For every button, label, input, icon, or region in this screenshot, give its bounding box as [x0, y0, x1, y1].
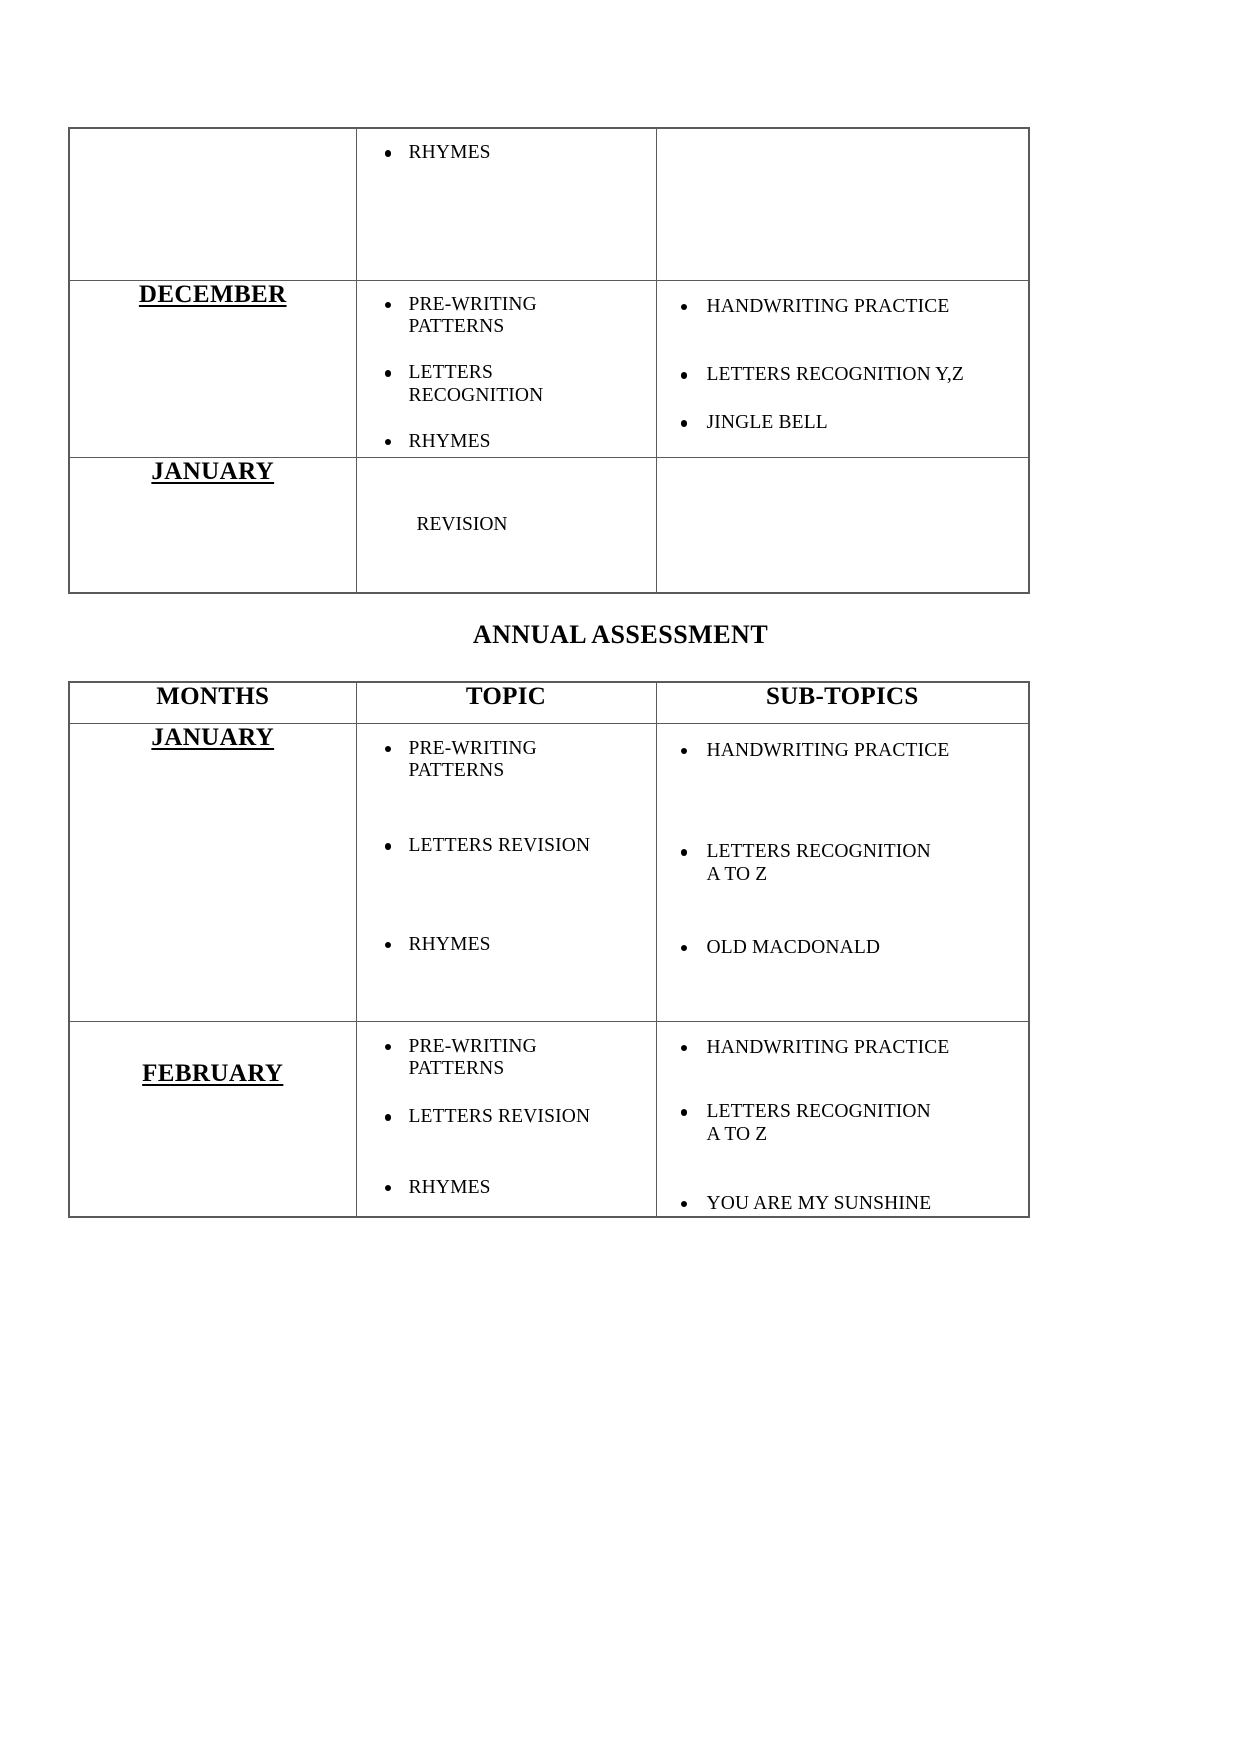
list-item-line: PRE-WRITING [408, 1035, 537, 1057]
list-item-line: LETTERS [408, 362, 493, 384]
month-label: JANUARY [151, 723, 275, 751]
table-row [69, 457, 1029, 593]
month-cell-december [69, 280, 356, 457]
list-item: LETTERS RECOGNITION Y,Z [657, 364, 1029, 387]
list-item: RHYMES [357, 1177, 656, 1200]
subtopic-cell [656, 457, 1029, 593]
list-item-line: LETTERS RECOGNITION [706, 1101, 931, 1123]
annual-assessment-table [68, 681, 1030, 1218]
month-cell [69, 128, 356, 280]
month-cell-february [69, 1021, 356, 1217]
annual-assessment-heading: ANNUAL ASSESSMENT [472, 620, 769, 649]
table-header-row [69, 682, 1029, 723]
column-header-topic: TOPIC [356, 682, 656, 723]
subtopic-list [657, 296, 1029, 435]
month-cell-january [69, 457, 356, 593]
topic-list [357, 1036, 656, 1200]
subtopic-cell [656, 128, 1029, 280]
month-label: DECEMBER [138, 280, 287, 308]
list-item-line: PRE-WRITING [408, 293, 537, 315]
list-item: HANDWRITING PRACTICE [657, 296, 1029, 319]
list-item: HANDWRITING PRACTICE [657, 740, 1029, 763]
list-item [657, 841, 1029, 887]
table-row [69, 723, 1029, 1021]
list-item: LETTERS REVISION [357, 835, 656, 858]
list-item-line: A TO Z [706, 1124, 768, 1146]
list-item [357, 1036, 656, 1082]
subtopic-cell [656, 723, 1029, 1021]
list-item: RHYMES [357, 142, 656, 165]
subtopic-cell [656, 1021, 1029, 1217]
list-item: OLD MACDONALD [657, 937, 1029, 960]
topic-list [357, 294, 656, 454]
list-item: LETTERS REVISION [357, 1106, 656, 1129]
list-item-line: LETTERS RECOGNITION [706, 841, 931, 863]
topic-cell [356, 457, 656, 593]
topic-cell [356, 1021, 656, 1217]
list-item: YOU ARE MY SUNSHINE [657, 1193, 1029, 1216]
curriculum-table-continued [68, 127, 1030, 594]
list-item-line: PRE-WRITING [408, 737, 537, 759]
month-label: JANUARY [151, 457, 275, 485]
list-item-line: PATTERNS [408, 760, 505, 782]
table-row [69, 128, 1029, 280]
topic-cell [356, 280, 656, 457]
list-item-line: A TO Z [706, 864, 768, 886]
list-item: HANDWRITING PRACTICE [657, 1037, 1029, 1060]
list-item-line: RECOGNITION [408, 384, 544, 406]
list-item-line: PATTERNS [408, 316, 505, 338]
list-item [357, 294, 656, 340]
column-header-subtopics: SUB-TOPICS [656, 682, 1029, 723]
list-item [357, 362, 656, 408]
topic-cell [356, 128, 656, 280]
topic-list [357, 738, 656, 957]
topic-text: REVISION [416, 513, 508, 535]
list-item [657, 1101, 1029, 1147]
list-item [357, 738, 656, 784]
subtopic-list [657, 740, 1029, 960]
table-row [69, 280, 1029, 457]
list-item: JINGLE BELL [657, 412, 1029, 435]
list-item: RHYMES [357, 431, 656, 454]
column-header-months: MONTHS [69, 682, 356, 723]
month-cell-january [69, 723, 356, 1021]
topic-cell [356, 723, 656, 1021]
month-label: FEBRUARY [142, 1059, 284, 1087]
list-item: RHYMES [357, 934, 656, 957]
topic-list [357, 142, 656, 165]
table-row [69, 1021, 1029, 1217]
list-item-line: PATTERNS [408, 1058, 505, 1080]
subtopic-list [657, 1037, 1029, 1216]
subtopic-cell [656, 280, 1029, 457]
